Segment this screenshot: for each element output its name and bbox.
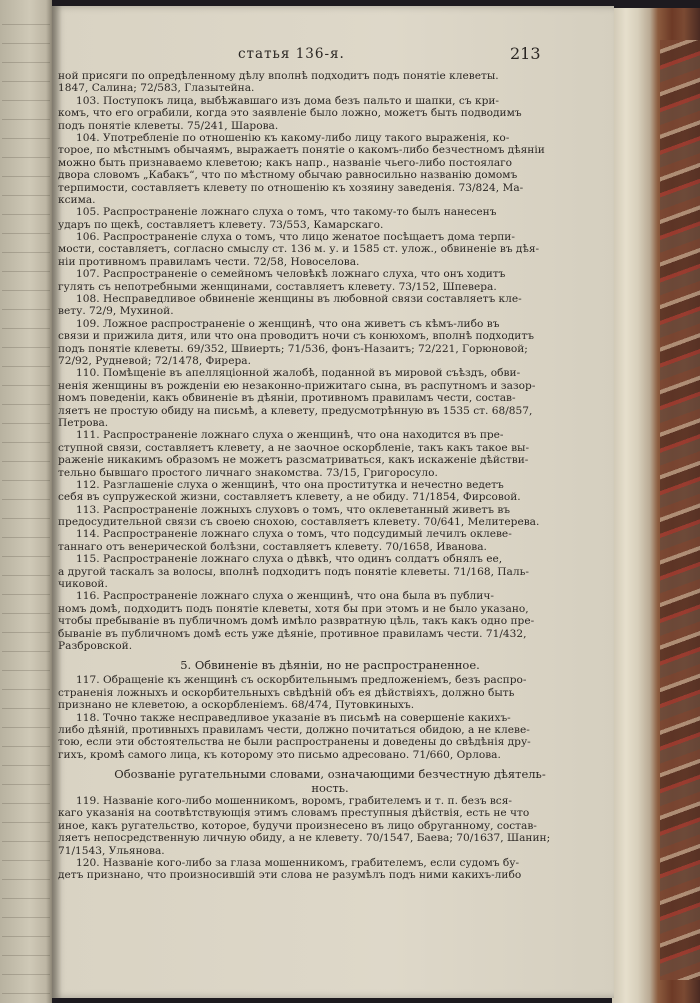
left-page-line bbox=[2, 903, 50, 918]
left-page-line bbox=[2, 143, 50, 158]
section-heading-continued: ность. bbox=[311, 781, 349, 796]
text-line: ударъ по щекѣ, составляетъ клевету. 73/553, Камарскаго. bbox=[58, 218, 384, 231]
left-page-line bbox=[2, 770, 50, 785]
text-line: предосудительной связи съ своею снохою, составляетъ клевету. 70/641, Мелитерева. bbox=[58, 516, 540, 529]
left-page-line bbox=[2, 67, 50, 82]
running-head: статья 136-я. bbox=[238, 46, 345, 62]
text-block-3 bbox=[58, 795, 602, 882]
text-block-1 bbox=[58, 70, 602, 652]
left-page-text-fragments bbox=[2, 10, 50, 1003]
left-page-line bbox=[2, 884, 50, 899]
text-line: себя въ супружеской жизни, составляетъ клевету, а не обиду. 71/1854, Фирсовой. bbox=[58, 491, 521, 504]
text-line: 108. Несправедливое обвиненіе женщины въ любовной связи составляетъ кле- bbox=[76, 293, 522, 306]
text-line: детъ признано, что произносившій эти слова не разумѣлъ подъ ними какихъ-либо bbox=[58, 869, 522, 882]
text-line: 106. Распространеніе слуха о томъ, что лицо женатое посѣщаетъ дома терпи- bbox=[76, 231, 515, 244]
text-line: каго указанія на соотвѣтствующія этимъ словамъ преступныя дѣйствія, есть не что bbox=[58, 807, 530, 820]
text-line: 119. Названіе кого-либо мошенникомъ, воромъ, грабителемъ и т. п. безъ вся- bbox=[76, 795, 512, 808]
left-page-line bbox=[2, 29, 50, 44]
text-line: Разбровской. bbox=[58, 639, 133, 652]
text-line: страненія ложныхъ и оскорбительныхъ свѣдѣній объ ея дѣйствіяхъ, должно быть bbox=[58, 686, 515, 699]
left-page-line bbox=[2, 371, 50, 386]
left-page-line bbox=[2, 257, 50, 272]
left-page-line bbox=[2, 865, 50, 880]
left-page-line bbox=[2, 485, 50, 500]
left-page-line bbox=[2, 580, 50, 595]
left-page-line bbox=[2, 466, 50, 481]
text-line: вету. 72/9, Мухиной. bbox=[58, 305, 174, 318]
text-line: мости, составляетъ, согласно смыслу ст. 136 м. у. и 1585 ст. улож., обвиненіе въ дѣя- bbox=[58, 243, 540, 256]
text-line: 120. Названіе кого-либо за глаза мошенникомъ, грабителемъ, если судомъ бу- bbox=[76, 857, 520, 870]
text-line: тою, если эти обстоятельства не были распространены и доведены до свѣдѣнія дру- bbox=[58, 736, 531, 749]
left-page-line bbox=[2, 941, 50, 956]
text-line: чтобы пребываніе въ публичномъ домѣ имѣло развратную цѣль, такъ какъ одно пре- bbox=[58, 615, 535, 628]
text-line: гихъ, кромѣ самого лица, къ которому это письмо адресовано. 71/660, Орлова. bbox=[58, 748, 501, 761]
text-line: иное, какъ ругательство, которое, будучи произнесено въ лицо обруганному, состав- bbox=[58, 819, 537, 832]
marbled-cover-edge bbox=[660, 40, 700, 980]
text-line: 110. Помѣщеніе въ апелляціонной жалобѣ, поданной въ мировой съѣздъ, обви- bbox=[76, 367, 521, 380]
text-line: ляетъ не простую обиду на письмѣ, а клевету, предусмотрѣнную въ 1535 ст. 68/857, bbox=[58, 404, 533, 417]
text-line: тельно бывшаго простого личнаго знакомства. 73/15, Григоросуло. bbox=[58, 466, 438, 479]
left-page-line bbox=[2, 637, 50, 652]
book-page bbox=[52, 6, 614, 998]
text-line: торое, по мѣстнымъ обычаямъ, выражаетъ понятіе о какомъ-либо безчестномъ дѣяніи bbox=[58, 144, 545, 157]
text-line: 114. Распространеніе ложнаго слуха о томъ, что подсудимый лечилъ оклеве- bbox=[76, 528, 512, 541]
left-page-line bbox=[2, 86, 50, 101]
left-page-line bbox=[2, 409, 50, 424]
text-line: таннаго отъ венерической болѣзни, составляетъ клевету. 70/1658, Иванова. bbox=[58, 540, 487, 553]
text-line: ступной связи, составляетъ клевету, а не заочное оскорбленіе, такъ какъ такое вы- bbox=[58, 441, 530, 454]
text-line: гулять съ непотребными женщинами, составляетъ клевету. 73/152, Шпевера. bbox=[58, 280, 497, 293]
text-line: номъ домѣ, подходитъ подъ понятіе клеветы, хотя бы при этомъ и не было указано, bbox=[58, 602, 529, 615]
text-line: ксима. bbox=[58, 193, 96, 206]
left-page-line bbox=[2, 238, 50, 253]
left-page-line bbox=[2, 694, 50, 709]
text-line: 112. Разглашеніе слуха о женщинѣ, что она проститутка и нечестно ведетъ bbox=[76, 478, 504, 491]
section-heading: 5. Обвиненіе въ дѣяніи, но не распространенное. bbox=[180, 658, 480, 673]
left-page-line bbox=[2, 922, 50, 937]
left-page-line bbox=[2, 181, 50, 196]
left-page-line bbox=[2, 276, 50, 291]
text-line: 105. Распространеніе ложнаго слуха о томъ, что такому-то былъ нанесенъ bbox=[76, 206, 497, 219]
left-page-line bbox=[2, 599, 50, 614]
left-page-line bbox=[2, 352, 50, 367]
text-line: 118. Точно также несправедливое указаніе въ письмѣ на совершеніе какихъ- bbox=[76, 711, 511, 724]
text-line: комъ, что его ограбили, когда это заявленіе было ложно, можетъ быть подводимъ bbox=[58, 107, 522, 120]
left-page-line bbox=[2, 675, 50, 690]
text-line: ляетъ непосредственную личную обиду, а не клевету. 70/1547, Баева; 70/1637, Шанин; bbox=[58, 832, 551, 845]
text-line: двора словомъ „Кабакъ“, что по мѣстному обычаю равносильно названію домомъ bbox=[58, 169, 518, 182]
left-page-edge bbox=[0, 0, 52, 1003]
left-page-line bbox=[2, 48, 50, 63]
text-line: Петрова. bbox=[58, 416, 109, 429]
text-line: связи и прижила дитя, или что она проводитъ ночи съ конюхомъ, вполнѣ подходитъ bbox=[58, 330, 534, 343]
left-page-line bbox=[2, 998, 50, 1003]
left-page-line bbox=[2, 713, 50, 728]
text-line: либо дѣяній, противныхъ правиламъ чести, должно почитаться обидою, а не клеве- bbox=[58, 723, 530, 736]
left-page-line bbox=[2, 219, 50, 234]
left-page-line bbox=[2, 447, 50, 462]
text-line: 115. Распространеніе ложнаго слуха о дѣвкѣ, что одинъ солдатъ обнялъ ее, bbox=[76, 553, 503, 566]
left-page-line bbox=[2, 523, 50, 538]
text-line: признано не клеветою, а оскорбленіемъ. 68/474, Путовкиныхъ. bbox=[58, 699, 415, 712]
text-line: подъ понятіе клеветы. 69/352, Швиерть; 71/536, фонъ-Назаитъ; 72/221, Горюновой; bbox=[58, 342, 528, 355]
text-line: 116. Распространеніе ложнаго слуха о женщинѣ, что она была въ публич- bbox=[76, 590, 494, 603]
text-line: 71/1543, Ульянова. bbox=[58, 844, 165, 857]
section-heading: Обозваніе ругательными словами, означающими безчестную дѣятель- bbox=[114, 767, 546, 782]
left-page-line bbox=[2, 561, 50, 576]
left-page-line bbox=[2, 10, 50, 25]
text-line: а другой таскалъ за волосы, вполнѣ подходитъ подъ понятіе клеветы. 71/168, Паль- bbox=[58, 565, 529, 578]
left-page-line bbox=[2, 105, 50, 120]
text-line: 1847, Салина; 72/583, Глазытейна. bbox=[58, 82, 255, 95]
text-line: быванie въ публичномъ домѣ есть уже дѣяніе, противное правиламъ чести. 71/432, bbox=[58, 627, 527, 640]
left-page-line bbox=[2, 314, 50, 329]
text-line: чиковой. bbox=[58, 578, 108, 591]
left-page-line bbox=[2, 333, 50, 348]
left-page-line bbox=[2, 618, 50, 633]
page-header bbox=[52, 44, 614, 64]
text-line: подъ понятіе клеветы. 75/241, Шарова. bbox=[58, 119, 279, 132]
text-line: 72/92, Рудневой; 72/1478, Фирера. bbox=[58, 354, 251, 367]
text-block-2 bbox=[58, 674, 602, 761]
left-page-line bbox=[2, 960, 50, 975]
text-line: 107. Распространеніе о семейномъ человѣкѣ ложнаго слуха, что онъ ходитъ bbox=[76, 268, 506, 281]
text-line: 109. Ложное распространеніе о женщинѣ, что она живетъ съ кѣмъ-либо въ bbox=[76, 317, 500, 330]
left-page-line bbox=[2, 751, 50, 766]
text-line: ніи противномъ правиламъ чести. 72/58, Новоселова. bbox=[58, 255, 360, 268]
left-page-line bbox=[2, 542, 50, 557]
text-line: терпимости, составляетъ клевету по отношенію къ хозяину заведенія. 73/824, Ма- bbox=[58, 181, 524, 194]
left-page-line bbox=[2, 504, 50, 519]
text-line: раженіе никакимъ образомъ не можетъ разсматриваться, какъ искаженіе дѣйстви- bbox=[58, 454, 529, 467]
text-line: 103. Поступокъ лица, выбѣжавшаго изъ дома безъ пальто и шапки, съ кри- bbox=[76, 94, 500, 107]
left-page-line bbox=[2, 656, 50, 671]
left-page-line bbox=[2, 295, 50, 310]
left-page-line bbox=[2, 846, 50, 861]
text-line: можно быть признавaемо клеветою; какъ напр., названіе чьего-либо постоялаго bbox=[58, 156, 513, 169]
text-line: 104. Употребленіе по отношенію къ какому-либо лицу такого выраженія, ко- bbox=[76, 131, 510, 144]
text-line: номъ поведеніи, какъ обвиненіе въ дѣяніи, противномъ правиламъ чести, состав- bbox=[58, 392, 516, 405]
text-line: 117. Обращеніе къ женщинѣ съ оскорбительнымъ предложеніемъ, безъ распро- bbox=[76, 674, 527, 687]
text-line: 113. Распространеніе ложныхъ слуховъ о томъ, что оклеветанный живетъ въ bbox=[76, 503, 511, 516]
page-body bbox=[58, 70, 602, 882]
text-line: ненія женщины въ рожденіи ею незаконно-прижитаго сына, въ распутномъ и зазор- bbox=[58, 379, 536, 392]
left-page-line bbox=[2, 789, 50, 804]
left-page-line bbox=[2, 390, 50, 405]
text-line: ной присяги по опредѣленному дѣлу вполнѣ подходитъ подъ понятіе клеветы. bbox=[58, 70, 499, 82]
text-line: 111. Распространеніе ложнаго слуха о женщинѣ, что она находится въ пре- bbox=[76, 429, 504, 442]
left-page-line bbox=[2, 162, 50, 177]
left-page-line bbox=[2, 200, 50, 215]
left-page-line bbox=[2, 979, 50, 994]
left-page-line bbox=[2, 732, 50, 747]
left-page-line bbox=[2, 428, 50, 443]
left-page-line bbox=[2, 124, 50, 139]
left-page-line bbox=[2, 827, 50, 842]
page-number: 213 bbox=[510, 44, 541, 63]
left-page-line bbox=[2, 808, 50, 823]
